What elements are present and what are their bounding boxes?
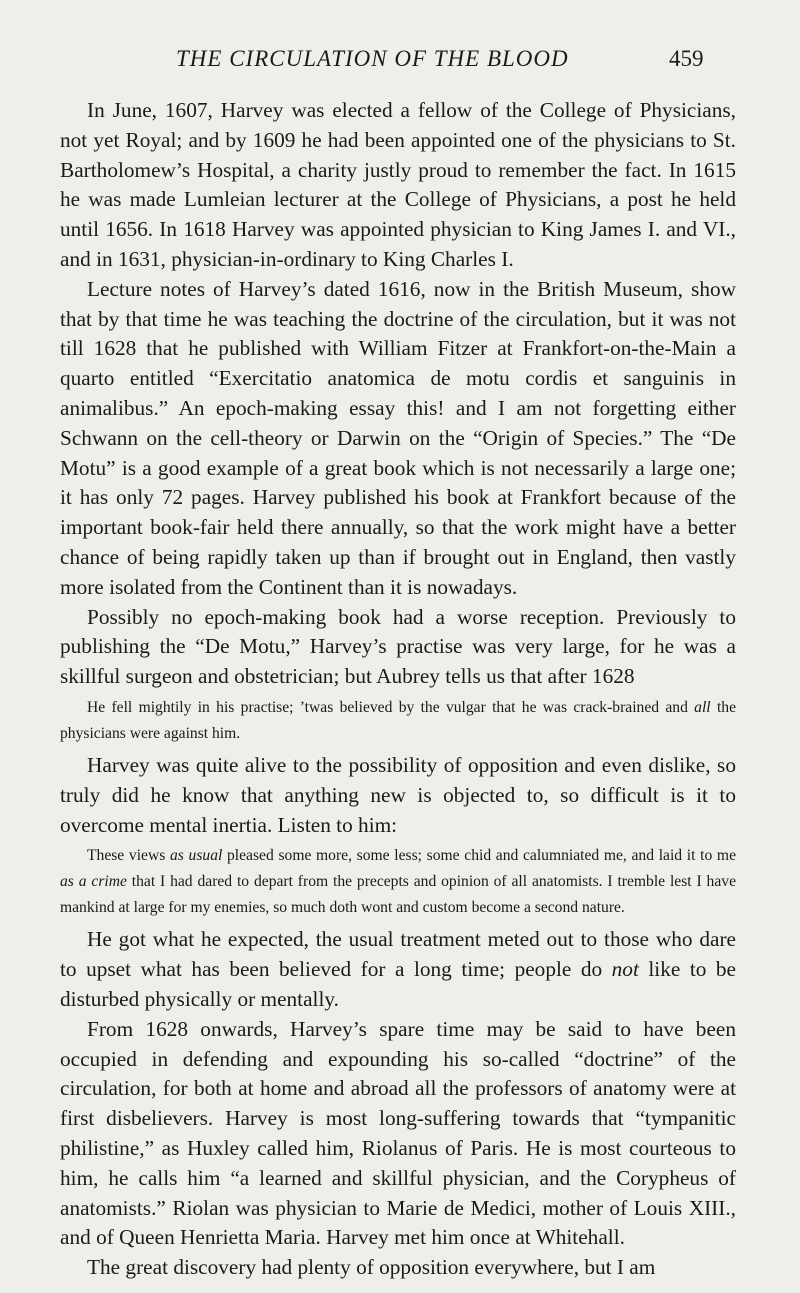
- running-head: [0, 46, 800, 86]
- paragraph-continuation: The great discovery had plenty of opposition everywhere, but I am: [87, 1255, 656, 1280]
- paragraph-riolanus: From 1628 onwards, Harvey’s spare time may be said to have been occupied in defending and expounding his so-called “doctrine” of the circulation, for both at home and abroad all the professors of anatomy were at first disbelievers. Harvey is most long-suffering towards that “tympanitic philistine,” as Huxley called him, Riolanus of Paris. He is most courteous to him, he calls him “a learned and skillful physician, and the Corypheus of anatomists.” Riolan was physician to Marie de Medici, mother of Louis XIII., and of Queen Henrietta Maria. Harvey met him once at Whitehall.: [60, 1016, 736, 1250]
- paragraph-opposition: Harvey was quite alive to the possibility of opposition and even dislike, so truly did he know that anything new is objected to, so difficult is it to overcome mental inertia. Listen to him:: [60, 752, 736, 837]
- paragraph-text: like to be disturbed physically or mentally.: [60, 957, 736, 1011]
- paragraph-harvey-appointments: In June, 1607, Harvey was elected a fellow of the College of Physicians, not yet Royal; and by 1609 he had been appointed one of the physicians to St. Bartholomew’s Hospital, a charity justly proud to remember the fact. In 1615 he was made Lumleian lecturer at the College of Physicians, a post he held until 1656. In 1618 Harvey was appointed physician to King James I. and VI., and in 1631, physician-in-ordinary to King Charles I.: [60, 98, 736, 271]
- paragraph-treatment: [60, 925, 736, 1014]
- quote-text: These views: [87, 847, 170, 865]
- quote-text: that I had dared to depart from the precepts and opinion of all anatomists. I tremble lest I have mankind at large for my enemies, so much doth wont and custom become a second nature.: [60, 873, 736, 917]
- paragraph-text: He got what he expected, the usual treatment meted out to those who dare to upset what has been believed for a long time; people do: [60, 927, 736, 982]
- paragraph-de-motu-publication: Lecture notes of Harvey’s dated 1616, now in the British Museum, show that by that time he was teaching the doctrine of the circulation, but it was not till 1628 that he published with William Fitzer at Frankfort-on-the-Main a quarto entitled “Exercitatio anatomica de motu cordis et sanguinis in animalibus.” An epoch-making essay this! and I am not forgetting either Schwann on the cell-theory or Darwin on the “Origin of Species.” The “De Motu” is a good example of a great book which is not necessarily a large one; it has only 72 pages. Harvey published his book at Frankfort because of the important book-fair held there annually, so that the work might have a better chance of being rapidly taken up than if brought out in England, then vastly more isolated from the Continent than it is nowadays.: [60, 276, 736, 599]
- quote-emphasis: as usual: [169, 847, 223, 865]
- quote-text: pleased some more, some less; some chid and calumniated me, and laid it to me: [222, 847, 736, 865]
- body-text: [60, 96, 736, 1283]
- quote-text: the physicians were against him.: [60, 698, 736, 742]
- paragraph-reception: Possibly no epoch-making book had a worse reception. Previously to publishing the “De Motu,” Harvey’s practise was very large, for he was a skillful surgeon and obstetrician; but Aubrey tells us that after 1628: [60, 604, 736, 689]
- paragraph-emphasis: not: [611, 957, 639, 982]
- harvey-quote: [60, 843, 736, 921]
- aubrey-quote: [60, 695, 736, 747]
- quote-emphasis: all: [694, 698, 711, 716]
- running-title: THE CIRCULATION OF THE BLOOD: [176, 46, 569, 71]
- page-number: 459: [669, 46, 704, 71]
- quote-emphasis: as a crime: [60, 873, 127, 891]
- quote-text: He fell mightily in his practise; ’twas believed by the vulgar that he was crack-brained and: [87, 698, 695, 716]
